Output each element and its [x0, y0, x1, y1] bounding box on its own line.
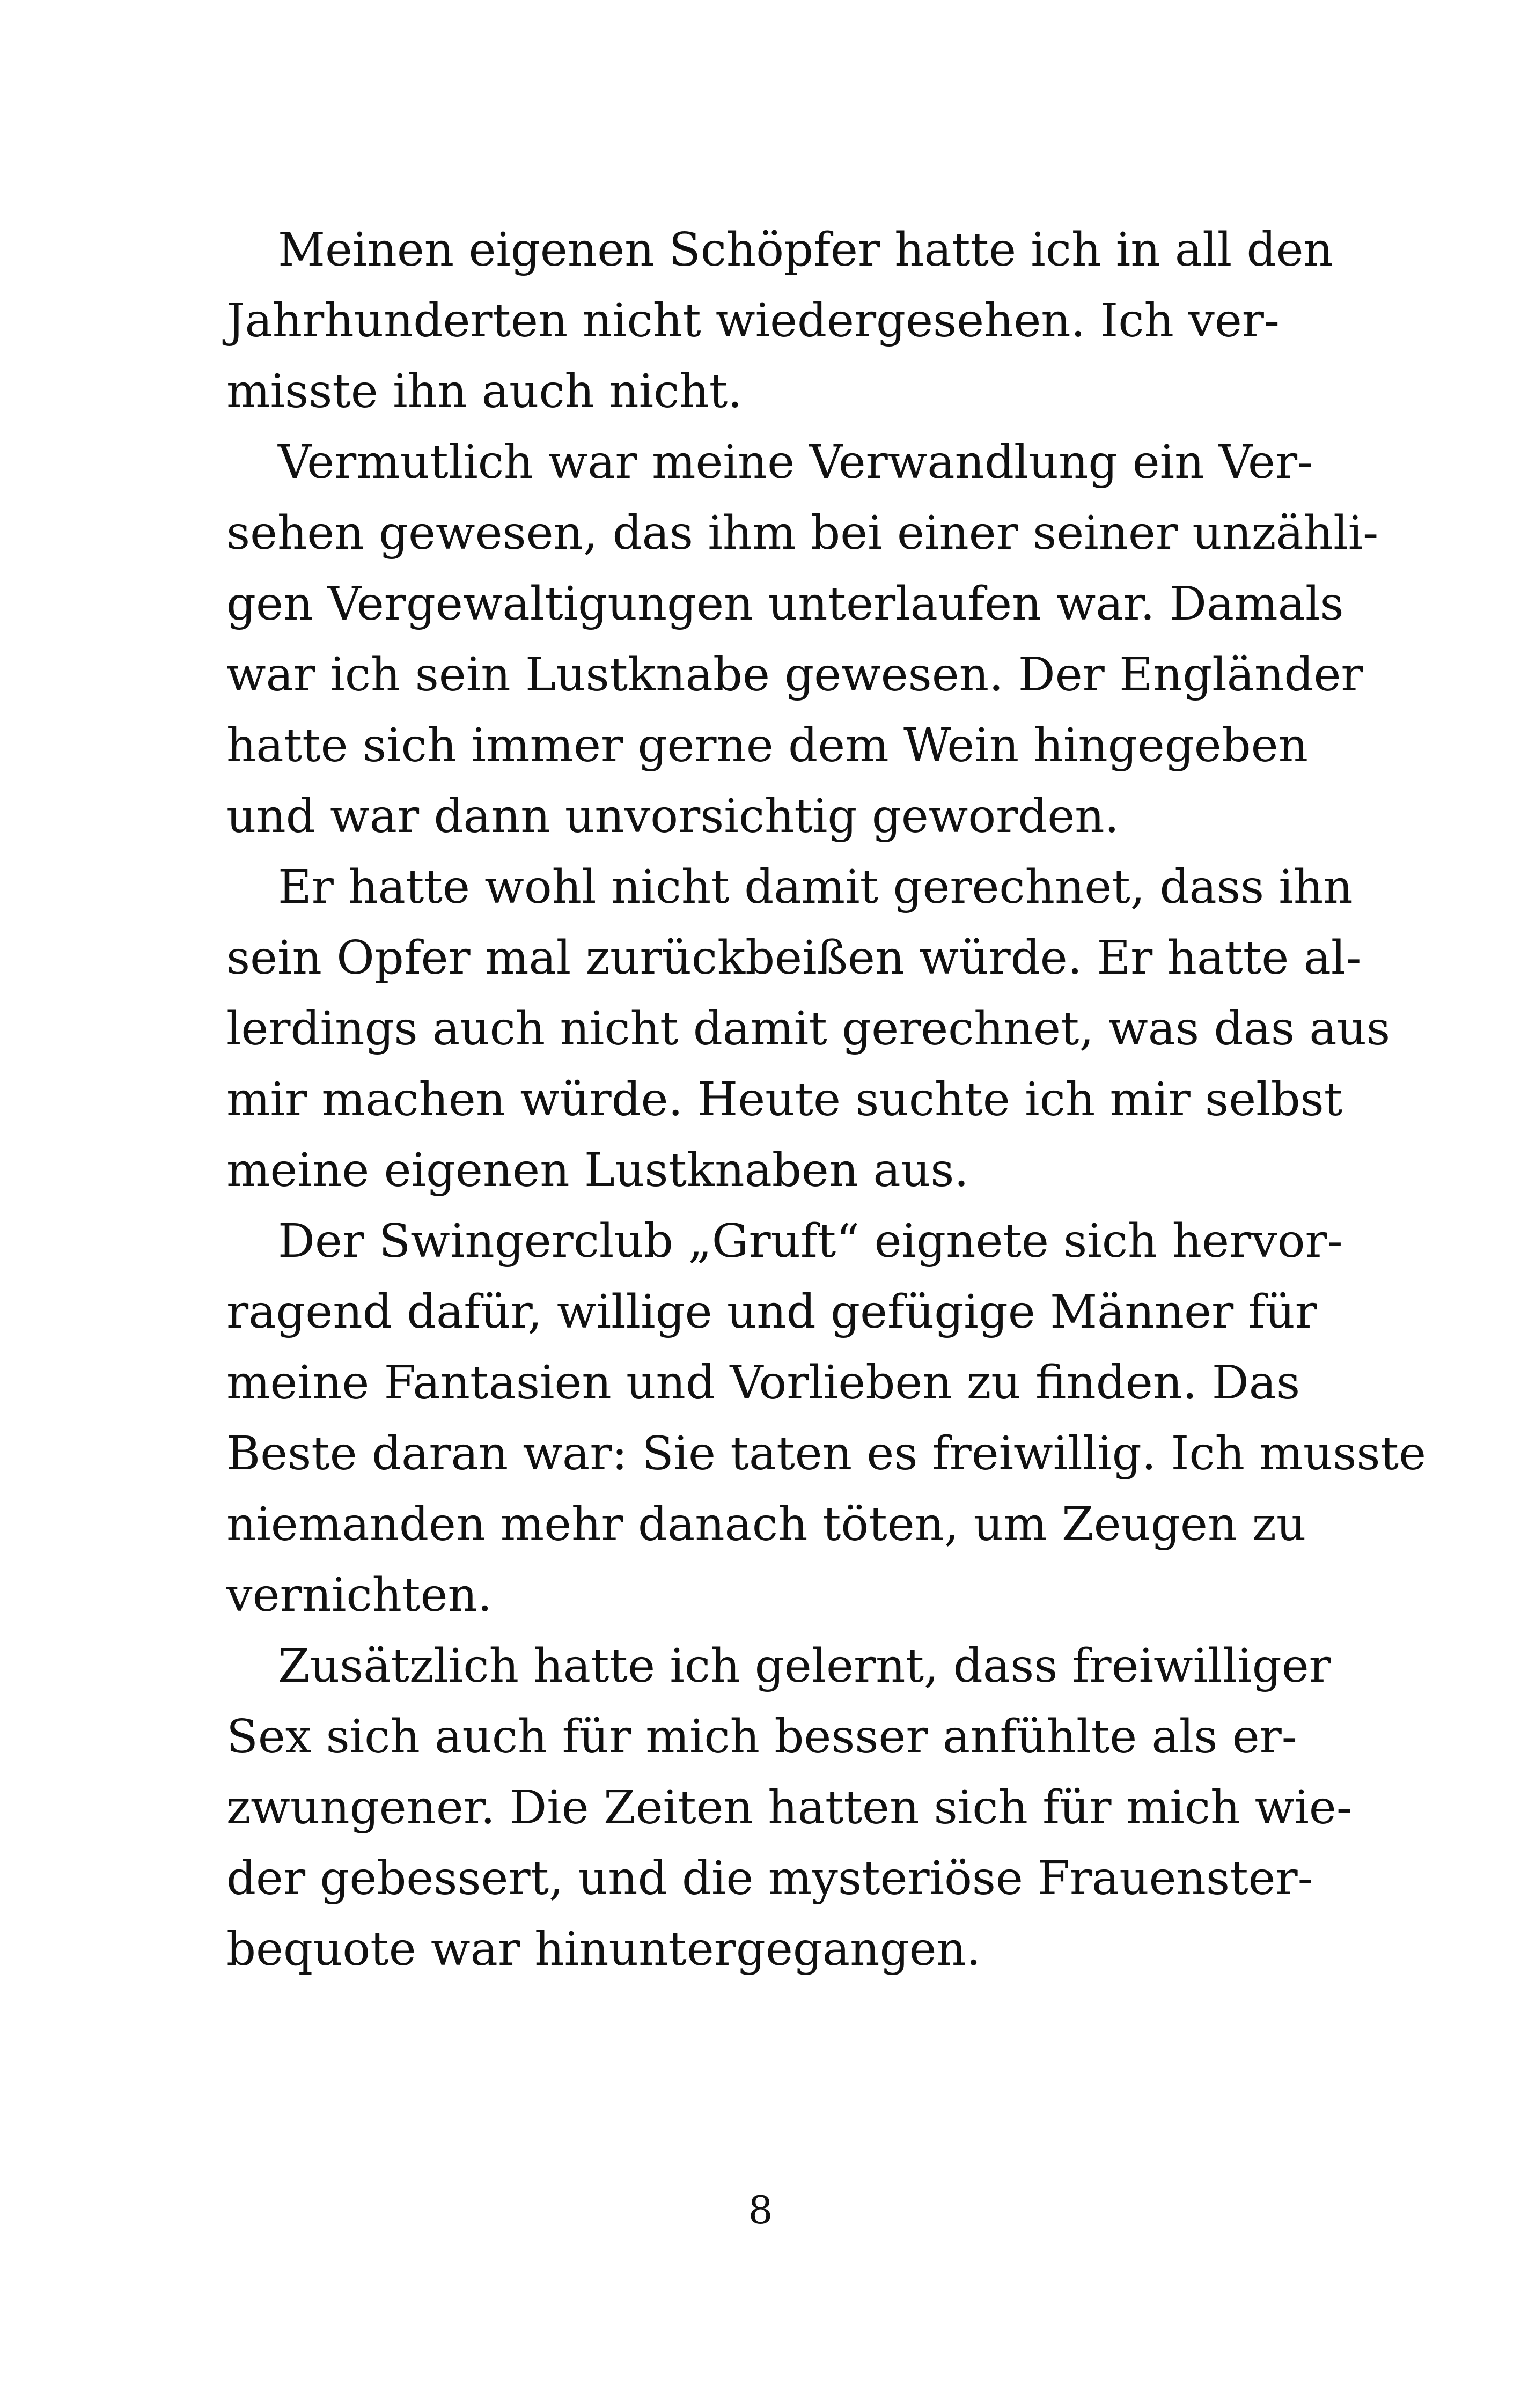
text-line: sehen gewesen, das ihm bei einer seiner unzähli-: [226, 506, 1379, 560]
text-line: meine eigenen Lustknaben aus.: [226, 1144, 969, 1197]
text-line: misste ihn auch nicht.: [226, 365, 743, 418]
text-line: Meinen eigenen Schöpfer hatte ich in all den: [278, 223, 1333, 277]
text-line: Der Swingerclub „Gruft“ eignete sich hervor-: [278, 1214, 1343, 1268]
text-line: Vermutlich war meine Verwandlung ein Ver-: [278, 436, 1313, 489]
text-line: war ich sein Lustknabe gewesen. Der Engländer: [226, 648, 1363, 702]
text-line: der gebessert, und die mysteriöse Frauenster-: [226, 1852, 1313, 1905]
text-line: Er hatte wohl nicht damit gerechnet, dass ihn: [278, 860, 1353, 914]
text-line: gen Vergewaltigungen unterlaufen war. Damals: [226, 577, 1344, 631]
page-body-text: [226, 215, 1426, 1985]
text-line: mir machen würde. Heute suchte ich mir selbst: [226, 1073, 1343, 1126]
text-line: lerdings auch nicht damit gerechnet, was das aus: [226, 1002, 1391, 1056]
text-line: Zusätzlich hatte ich gelernt, dass freiwilliger: [278, 1639, 1331, 1693]
text-line: niemanden mehr danach töten, um Zeugen zu: [226, 1498, 1306, 1551]
text-line: meine Fantasien und Vorlieben zu finden. Das: [226, 1356, 1300, 1410]
page-number: 8: [748, 2188, 773, 2233]
text-line: Jahrhunderten nicht wiedergesehen. Ich ver-: [226, 294, 1280, 348]
text-line: zwungener. Die Zeiten hatten sich für mich wie-: [226, 1781, 1352, 1835]
text-line: ragend dafür, willige und gefügige Männer für: [226, 1285, 1317, 1339]
text-line: Sex sich auch für mich besser anfühlte als er-: [226, 1710, 1297, 1764]
text-line: und war dann unvorsichtig geworden.: [226, 790, 1119, 843]
text-line: vernichten.: [226, 1568, 493, 1622]
text-line: Beste daran war: Sie taten es freiwillig. Ich musste: [226, 1427, 1426, 1481]
text-line: sein Opfer mal zurückbeißen würde. Er hatte al-: [226, 931, 1362, 985]
text-line: bequote war hinuntergegangen.: [226, 1923, 981, 1976]
text-line: hatte sich immer gerne dem Wein hingegeben: [226, 719, 1309, 772]
